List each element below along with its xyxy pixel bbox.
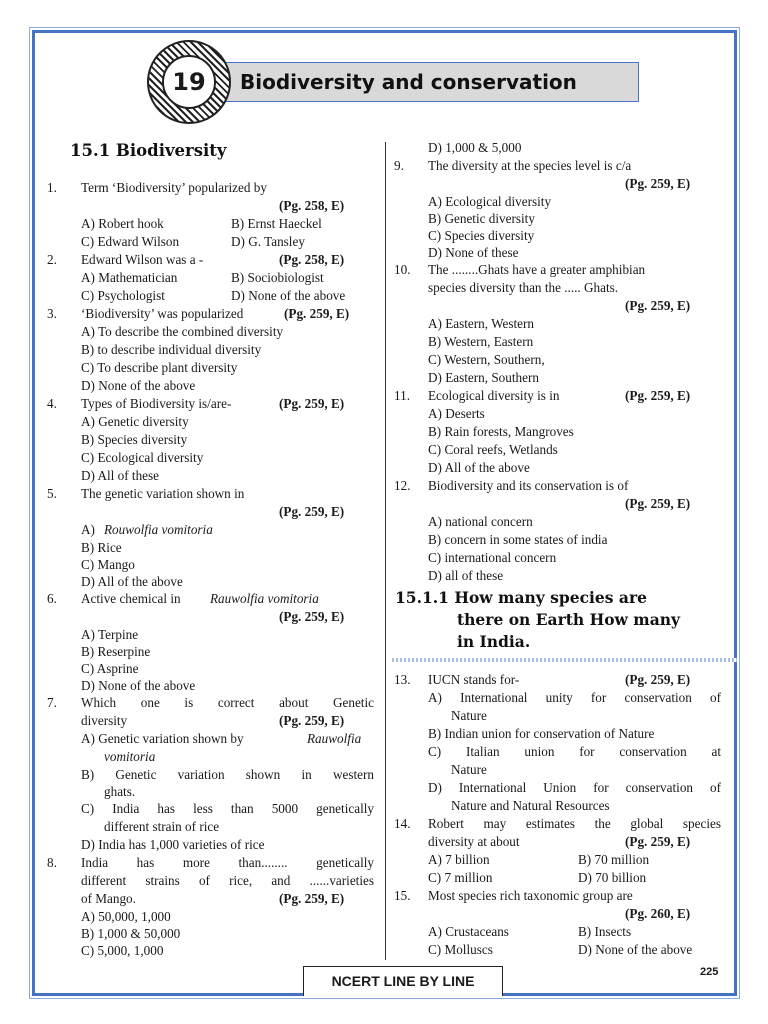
question-2: 2. Edward Wilson was a - (Pg. 258, E) <box>47 252 345 267</box>
option: A) Terpine <box>81 627 139 642</box>
option: B) Genetic variation shown in western <box>81 767 374 782</box>
page-reference: (Pg. 260, E) <box>625 906 691 921</box>
page-reference: (Pg. 259, E) <box>625 496 691 511</box>
page-reference: (Pg. 259, E) <box>279 891 345 906</box>
page-reference: (Pg. 259, E) <box>279 504 345 519</box>
option: A) Ecological diversity <box>428 194 552 209</box>
page-reference: (Pg. 259, E) <box>279 713 345 728</box>
option: C) Mango <box>81 557 135 572</box>
option-label: A) <box>81 522 95 537</box>
option: B) Indian union for conservation of Nature <box>428 726 655 741</box>
option: D) All of the above <box>428 460 530 475</box>
option: A) Mathematician <box>81 270 178 285</box>
option: C) Italian union for conservation at <box>428 744 721 759</box>
option: D) 70 billion <box>578 870 647 885</box>
option: D) None of the above <box>231 288 346 303</box>
option: D) India has 1,000 varieties of rice <box>81 837 265 852</box>
section-heading-species-count: 15.1.1 How many species are there on Earth How many in India. <box>395 588 681 651</box>
question-9: 9. The diversity at the species level is c/a <box>394 158 632 173</box>
option: C) international concern <box>428 550 557 565</box>
option: B) concern in some states of india <box>428 532 608 547</box>
option: A) national concern <box>428 514 533 529</box>
page-reference: (Pg. 259, E) <box>625 834 691 849</box>
question-7: 7. Which one is correct about Genetic <box>47 695 374 710</box>
option: A) Eastern, Western <box>428 316 534 331</box>
option: D) all of these <box>428 568 504 583</box>
page-reference: (Pg. 259, E) <box>625 176 691 191</box>
option: B) Sociobiologist <box>231 270 324 285</box>
option: B) Rain forests, Mangroves <box>428 424 574 439</box>
page-number: 225 <box>700 966 719 978</box>
option: A) Deserts <box>428 406 485 421</box>
option: D) None of the above <box>81 678 196 693</box>
question-6: 6. Active chemical in Rauwolfia vomitoria <box>47 591 319 606</box>
column-divider <box>385 142 386 960</box>
option: B) Western, Eastern <box>428 334 534 349</box>
left-column: 1. Term ‘Biodiversity’ popularized by (Pg. 258, E) A) Robert hook B) Ernst Haeckel C) Edward Wilson D) G. Tansley 2. Edward Wilson was a - (Pg. 258, E) A) Mathematician B) Sociobiologist C) Psychologist D) None of the above 3. ‘Biodiversity’ was popularized (Pg. 259, E) A) To describe the combined diversity B) to describe individual diversity C) To describe plant diversity D) None of the above 4. Types of Biodiversity is/are- (Pg. 259, E) A) Genetic diversity B) Species diversity C) Ecological diversity D) All of these 5. The genetic variation shown in (Pg. 259, E) A) Rouwolfia vomitoria B) Rice C) Mango D) All of the above 6. Active chemical in Rauwolfia vomitoria (Pg. 259, E) A) Terpine B) Reserpine C) Asprine D) None of the above 7. Which one is correct about Genetic diversity (Pg. 259, E) A) Genetic variation shown by Rauwolfia vomitoria B) Genetic variation shown in western ghats. C) India has less than 5000 genetically different strain of rice D) India has 1,000 varieties of rice 8. India has more than........ genetically different strains of rice, and ......varieties of Mango. (Pg. 259, E) A) 50,000, 1,000 B) 1,000 & 50,000 C) 5,000, 1,000 <box>47 179 377 959</box>
question-15: 15. Most species rich taxonomic group are <box>394 888 633 903</box>
option: D) None of the above <box>578 942 693 957</box>
option: C) India has less than 5000 genetically <box>81 801 374 816</box>
option: C) Asprine <box>81 661 139 676</box>
question-14: 14. Robert may estimates the global species <box>394 816 721 831</box>
question-8: 8. India has more than........ genetically <box>47 855 374 870</box>
option: A) 7 billion <box>428 852 490 867</box>
option: D) 1,000 & 5,000 <box>428 140 522 155</box>
option: C) To describe plant diversity <box>81 360 238 375</box>
option: A) Robert hook <box>81 216 164 231</box>
option: B) Ernst Haeckel <box>231 216 322 231</box>
question-3: 3. ‘Biodiversity’ was popularized (Pg. 259, E) <box>47 306 350 321</box>
option: D) International Union for conservation of <box>428 780 721 795</box>
page-reference: (Pg. 258, E) <box>279 252 345 267</box>
page-reference: (Pg. 259, E) <box>279 609 345 624</box>
option: A) To describe the combined diversity <box>81 324 284 339</box>
option: B) 70 million <box>578 852 650 867</box>
option: D) None of the above <box>81 378 196 393</box>
option: B) to describe individual diversity <box>81 342 262 357</box>
question-13: 13. IUCN stands for- (Pg. 259, E) <box>394 672 691 687</box>
option: C) 5,000, 1,000 <box>81 943 164 958</box>
page-reference: (Pg. 258, E) <box>279 198 345 213</box>
option: D) G. Tansley <box>231 234 305 249</box>
chapter-number: 19 <box>162 55 216 109</box>
chapter-title: Biodiversity and conservation <box>225 62 639 102</box>
question-12: 12. Biodiversity and its conservation is of <box>394 478 629 493</box>
option: A) International unity for conservation of <box>428 690 721 705</box>
question-5: 5. The genetic variation shown in <box>47 486 245 501</box>
option: B) Insects <box>578 924 632 939</box>
option: D) Eastern, Southern <box>428 370 539 385</box>
option: A) Crustaceans <box>428 924 509 939</box>
option: B) Rice <box>81 540 122 555</box>
option: A) Genetic diversity <box>81 414 189 429</box>
option: Rouwolfia vomitoria <box>104 522 213 537</box>
section-heading-biodiversity: 15.1 Biodiversity <box>70 141 227 160</box>
question-1: 1. Term ‘Biodiversity’ popularized by <box>47 180 267 195</box>
option: B) Reserpine <box>81 644 151 659</box>
option: C) Molluscs <box>428 942 493 957</box>
option: D) None of these <box>428 245 519 260</box>
question-11: 11. Ecological diversity is in (Pg. 259, E) <box>394 388 691 403</box>
page-reference: (Pg. 259, E) <box>279 396 345 411</box>
option: C) Edward Wilson <box>81 234 180 249</box>
chapter-badge <box>147 40 231 124</box>
option: C) Psychologist <box>81 288 165 303</box>
page-reference: (Pg. 259, E) <box>625 672 691 687</box>
page-reference: (Pg. 259, E) <box>625 298 691 313</box>
question-10: 10. The ........Ghats have a greater amphibian <box>394 262 646 277</box>
option: C) Ecological diversity <box>81 450 204 465</box>
option: D) All of the above <box>81 574 183 589</box>
option: C) Species diversity <box>428 228 535 243</box>
section-separator <box>392 658 737 662</box>
right-column-upper: D) 1,000 & 5,000 9. The diversity at the species level is c/a (Pg. 259, E) A) Ecological diversity B) Genetic diversity C) Species diversity D) None of these 10. The ........Ghats have a greater amphibian species diversity than the ..... Ghats. (Pg. 259, E) A) Eastern, Western B) Western, Eastern C) Western, Southern, D) Eastern, Southern 11. Ecological diversity is in (Pg. 259, E) A) Deserts B) Rain forests, Mangroves C) Coral reefs, Wetlands D) All of the above 12. Biodiversity and its conservation is of (Pg. 259, E) A) national concern B) concern in some states of india C) international concern D) all of these <box>394 139 726 585</box>
question-4: 4. Types of Biodiversity is/are- (Pg. 259, E) <box>47 396 345 411</box>
option: B) Species diversity <box>81 432 188 447</box>
page-reference: (Pg. 259, E) <box>625 388 691 403</box>
option: B) 1,000 & 50,000 <box>81 926 181 941</box>
option: D) All of these <box>81 468 160 483</box>
right-column-lower: 13. IUCN stands for- (Pg. 259, E) A) International unity for conservation of Nature B) Indian union for conservation of Nature C) Italian union for conservation at Nature D) International Union for conservation of Nature and Natural Resources 14. Robert may estimates the global species diversity at about (Pg. 259, E) A) 7 billion B) 70 million C) 7 million D) 70 billion 15. Most species rich taxonomic group are (Pg. 260, E) A) Crustaceans B) Insects C) Molluscs D) None of the above <box>394 671 726 959</box>
page-reference: (Pg. 259, E) <box>284 306 350 321</box>
option: C) 7 million <box>428 870 493 885</box>
option: A) 50,000, 1,000 <box>81 909 171 924</box>
footer-label: NCERT LINE BY LINE <box>303 966 503 996</box>
option: A) Genetic variation shown by <box>81 731 244 746</box>
option: C) Coral reefs, Wetlands <box>428 442 558 457</box>
option: C) Western, Southern, <box>428 352 545 367</box>
option: B) Genetic diversity <box>428 211 535 226</box>
